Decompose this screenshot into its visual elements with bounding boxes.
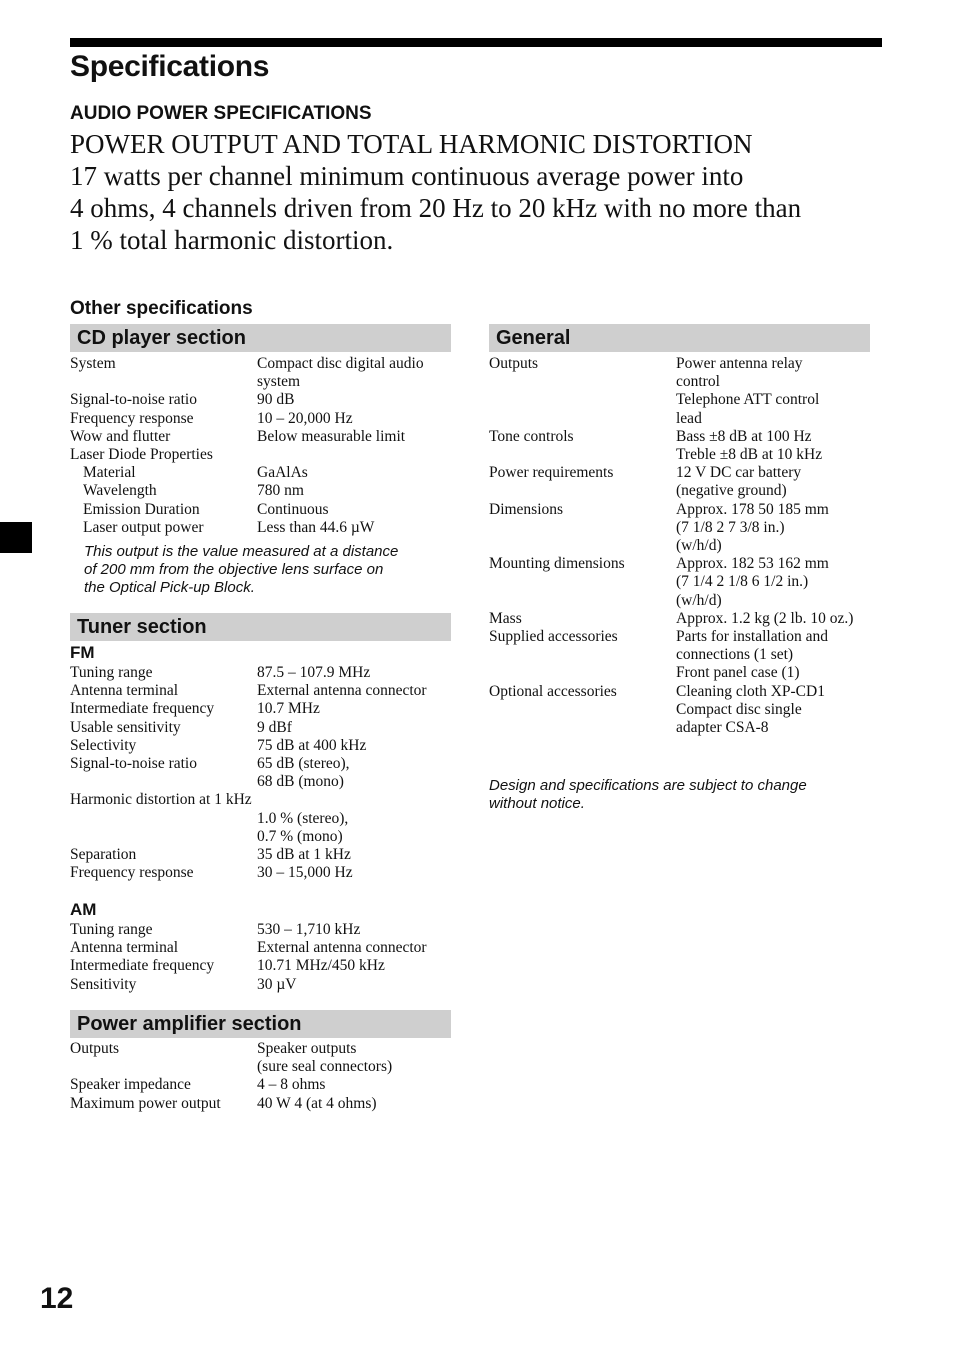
spec-label: Sensitivity bbox=[70, 975, 137, 993]
spec-label: Tone controls bbox=[489, 427, 574, 445]
spec-value: Parts for installation and bbox=[676, 628, 828, 646]
spec-row bbox=[489, 537, 879, 555]
spec-row bbox=[70, 755, 451, 773]
spec-row bbox=[70, 864, 451, 882]
spec-label bbox=[489, 410, 676, 428]
spec-row bbox=[489, 410, 879, 428]
power-line: 17 watts per channel minimum continuous average power into bbox=[70, 161, 744, 191]
spec-value: adapter CSA-8 bbox=[676, 719, 769, 737]
spec-row bbox=[70, 976, 451, 994]
spec-label: Selectivity bbox=[70, 736, 137, 754]
power-line: 4 ohms, 4 channels driven from 20 Hz to 20 kHz with no more than bbox=[70, 193, 802, 223]
fm-label: FM bbox=[70, 643, 95, 662]
top-rule bbox=[70, 38, 882, 47]
spec-value: connections (1 set) bbox=[676, 646, 794, 664]
spec-label: Harmonic distortion at 1 kHz bbox=[70, 791, 252, 809]
spec-row bbox=[489, 683, 879, 701]
spec-value: Below measurable limit bbox=[257, 427, 406, 445]
spec-label: Frequency response bbox=[70, 409, 194, 427]
spec-label: Outputs bbox=[70, 1040, 120, 1057]
spec-value: 12 V DC car battery bbox=[676, 464, 802, 482]
audio-power-heading: AUDIO POWER SPECIFICATIONS bbox=[70, 103, 372, 124]
spec-value: 90 dB bbox=[257, 391, 295, 409]
spec-value: External antenna connector bbox=[257, 939, 427, 957]
spec-value: Speaker outputs bbox=[257, 1040, 357, 1057]
spec-label: Maximum power output bbox=[70, 1094, 221, 1112]
spec-row bbox=[489, 573, 879, 591]
power-line: POWER OUTPUT AND TOTAL HARMONIC DISTORTION bbox=[70, 129, 753, 159]
spec-value: 40 W 4 (at 4 ohms) bbox=[257, 1094, 377, 1112]
spec-label: Dimensions bbox=[489, 500, 564, 518]
spec-row bbox=[489, 592, 879, 610]
spec-row bbox=[489, 501, 879, 519]
spec-row bbox=[70, 828, 451, 846]
spec-value: lead bbox=[676, 409, 702, 427]
spec-row bbox=[70, 773, 451, 791]
spec-row bbox=[70, 391, 451, 409]
spec-row bbox=[489, 464, 879, 482]
note-line: without notice. bbox=[489, 795, 585, 812]
spec-label: Laser output power bbox=[83, 518, 204, 536]
spec-value: (w/h/d) bbox=[676, 537, 722, 555]
spec-row bbox=[70, 410, 451, 428]
spec-label bbox=[489, 719, 676, 737]
page-title: Specifications bbox=[70, 50, 270, 83]
spec-row bbox=[70, 464, 451, 482]
spec-value: control bbox=[676, 373, 720, 391]
spec-value: 10.71 MHz/450 kHz bbox=[257, 957, 385, 975]
note-line: of 200 mm from the objective lens surface on bbox=[84, 561, 384, 578]
spec-row bbox=[70, 355, 451, 373]
spec-label bbox=[489, 446, 676, 464]
spec-label: Antenna terminal bbox=[70, 939, 179, 957]
section-tab-marker bbox=[0, 522, 32, 553]
spec-value: 68 dB (mono) bbox=[257, 773, 344, 791]
general-spec-list bbox=[489, 355, 879, 737]
spec-value: 0.7 % (mono) bbox=[257, 827, 343, 845]
spec-value: 10.7 MHz bbox=[257, 700, 320, 718]
spec-row bbox=[489, 646, 879, 664]
spec-row bbox=[70, 1095, 451, 1113]
spec-value: 87.5 – 107.9 MHz bbox=[257, 664, 371, 681]
general-section-header: General bbox=[489, 324, 870, 352]
spec-row bbox=[70, 737, 451, 755]
spec-row bbox=[70, 939, 451, 957]
spec-value: 1.0 % (stereo), bbox=[257, 809, 349, 827]
spec-label: Signal-to-noise ratio bbox=[70, 755, 197, 773]
spec-label bbox=[489, 482, 676, 500]
spec-row bbox=[489, 373, 879, 391]
spec-value: Treble ±8 dB at 10 kHz bbox=[676, 446, 823, 464]
spec-value: Approx. 178 50 185 mm bbox=[676, 500, 829, 518]
spec-value: 75 dB at 400 kHz bbox=[257, 736, 367, 754]
spec-row bbox=[70, 482, 451, 500]
spec-label: Usable sensitivity bbox=[70, 718, 181, 736]
spec-value: Telephone ATT control bbox=[676, 391, 820, 409]
amp-spec-list bbox=[70, 1040, 451, 1113]
spec-label bbox=[70, 810, 257, 828]
spec-value: (w/h/d) bbox=[676, 591, 722, 609]
spec-value: (7 1/4 2 1/8 6 1/2 in.) bbox=[676, 573, 809, 591]
spec-value: system bbox=[257, 373, 301, 391]
am-label: AM bbox=[70, 900, 97, 919]
spec-row bbox=[70, 446, 451, 464]
design-notice bbox=[489, 777, 879, 813]
spec-value: (negative ground) bbox=[676, 482, 787, 500]
spec-row bbox=[70, 1076, 451, 1094]
spec-label: Optional accessories bbox=[489, 682, 617, 700]
spec-row bbox=[70, 519, 451, 537]
spec-value: Approx. 182 53 162 mm bbox=[676, 555, 829, 573]
cd-section-header: CD player section bbox=[70, 324, 451, 352]
spec-label bbox=[489, 519, 676, 537]
spec-row bbox=[489, 519, 879, 537]
spec-value: Continuous bbox=[257, 500, 329, 518]
spec-label bbox=[489, 573, 676, 591]
spec-row bbox=[70, 719, 451, 737]
spec-row bbox=[489, 391, 879, 409]
spec-value: 780 nm bbox=[257, 482, 304, 500]
spec-label: Outputs bbox=[489, 355, 539, 372]
spec-row bbox=[489, 664, 879, 682]
spec-value: 530 – 1,710 kHz bbox=[257, 921, 361, 938]
spec-label: Wavelength bbox=[83, 482, 157, 500]
spec-label: Frequency response bbox=[70, 864, 194, 882]
spec-value: 10 – 20,000 Hz bbox=[257, 409, 353, 427]
spec-row bbox=[70, 921, 451, 939]
spec-row bbox=[70, 1040, 451, 1058]
spec-label bbox=[489, 373, 676, 391]
note-line: the Optical Pick-up Block. bbox=[84, 579, 255, 596]
spec-row bbox=[489, 446, 879, 464]
amp-section-header: Power amplifier section bbox=[70, 1010, 451, 1038]
spec-label: Supplied accessories bbox=[489, 628, 618, 646]
spec-row bbox=[70, 846, 451, 864]
fm-spec-list bbox=[70, 664, 451, 882]
spec-row bbox=[489, 628, 879, 646]
spec-row bbox=[70, 501, 451, 519]
spec-row bbox=[70, 700, 451, 718]
spec-label: Intermediate frequency bbox=[70, 957, 215, 975]
spec-value: (sure seal connectors) bbox=[257, 1058, 393, 1076]
spec-label bbox=[70, 373, 257, 391]
spec-label bbox=[489, 701, 676, 719]
tuner-section-header: Tuner section bbox=[70, 613, 451, 641]
spec-row bbox=[489, 610, 879, 628]
spec-value: Power antenna relay bbox=[676, 355, 803, 372]
spec-label bbox=[489, 391, 676, 409]
spec-label bbox=[489, 592, 676, 610]
spec-row bbox=[70, 1058, 451, 1076]
spec-row bbox=[70, 428, 451, 446]
spec-label bbox=[489, 537, 676, 555]
spec-label bbox=[70, 773, 257, 791]
spec-label: Laser Diode Properties bbox=[70, 446, 213, 464]
spec-label: Signal-to-noise ratio bbox=[70, 391, 197, 409]
spec-label: Separation bbox=[70, 846, 137, 864]
spec-row bbox=[489, 355, 879, 373]
spec-value: 30 µV bbox=[257, 975, 297, 993]
spec-row bbox=[70, 682, 451, 700]
spec-label: Emission Duration bbox=[83, 500, 200, 518]
spec-label: Wow and flutter bbox=[70, 427, 171, 445]
spec-value: External antenna connector bbox=[257, 682, 427, 700]
spec-label: Speaker impedance bbox=[70, 1076, 191, 1094]
spec-label bbox=[489, 646, 676, 664]
other-specifications-heading: Other specifications bbox=[70, 298, 253, 319]
spec-value: Compact disc digital audio bbox=[257, 355, 424, 372]
am-spec-list bbox=[70, 921, 451, 994]
cd-laser-note bbox=[84, 543, 454, 597]
power-output-statement bbox=[70, 128, 890, 256]
spec-label: Material bbox=[83, 464, 136, 482]
spec-value: Front panel case (1) bbox=[676, 664, 800, 682]
page-number: 12 bbox=[40, 1282, 74, 1315]
spec-label: Antenna terminal bbox=[70, 682, 179, 700]
spec-value: 65 dB (stereo), bbox=[257, 755, 350, 773]
spec-value: GaAlAs bbox=[257, 464, 308, 482]
spec-label: Intermediate frequency bbox=[70, 700, 215, 718]
spec-row bbox=[70, 791, 451, 809]
spec-row bbox=[489, 482, 879, 500]
spec-value: Less than 44.6 µW bbox=[257, 518, 375, 536]
spec-label bbox=[70, 828, 257, 846]
spec-value: Approx. 1.2 kg (2 lb. 10 oz.) bbox=[676, 609, 854, 627]
power-line: 1 % total harmonic distortion. bbox=[70, 225, 394, 255]
spec-label: Tuning range bbox=[70, 921, 153, 938]
spec-value: Compact disc single bbox=[676, 700, 802, 718]
spec-label bbox=[489, 664, 676, 682]
spec-value: 30 – 15,000 Hz bbox=[257, 864, 353, 882]
note-line: Design and specifications are subject to change bbox=[489, 777, 807, 794]
note-line: This output is the value measured at a distance bbox=[84, 543, 399, 560]
spec-label: Mass bbox=[489, 609, 522, 627]
spec-row bbox=[489, 719, 879, 737]
spec-row bbox=[489, 428, 879, 446]
cd-spec-list bbox=[70, 355, 451, 537]
spec-value: (7 1/8 2 7 3/8 in.) bbox=[676, 518, 785, 536]
spec-row bbox=[70, 957, 451, 975]
spec-value: Cleaning cloth XP-CD1 bbox=[676, 682, 825, 700]
spec-value: 4 – 8 ohms bbox=[257, 1076, 326, 1094]
spec-value: 9 dBf bbox=[257, 718, 292, 736]
spec-label: Mounting dimensions bbox=[489, 555, 625, 573]
spec-row bbox=[70, 810, 451, 828]
spec-label: Power requirements bbox=[489, 464, 614, 482]
spec-row bbox=[70, 664, 451, 682]
spec-label: Tuning range bbox=[70, 664, 153, 681]
spec-row bbox=[489, 701, 879, 719]
spec-row bbox=[70, 373, 451, 391]
spec-label: System bbox=[70, 355, 116, 372]
spec-value: Bass ±8 dB at 100 Hz bbox=[676, 427, 812, 445]
spec-value: 35 dB at 1 kHz bbox=[257, 846, 351, 864]
spec-row bbox=[489, 555, 879, 573]
spec-label bbox=[70, 1058, 257, 1076]
